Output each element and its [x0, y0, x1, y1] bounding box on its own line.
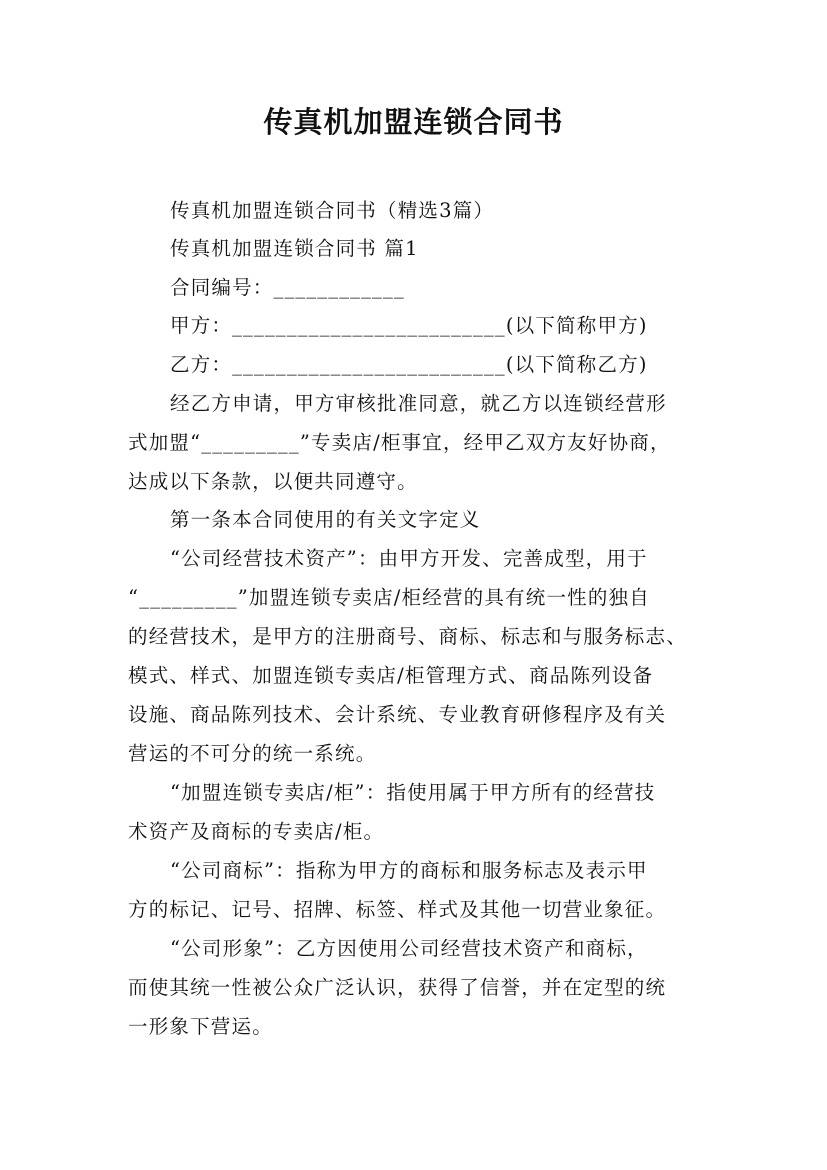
paragraph-line: “_________”加盟连锁专卖店/柜经营的具有统一性的独自 [128, 586, 650, 609]
paragraph-line: “加盟连锁专卖店/柜”：指使用属于甲方所有的经营技 [170, 781, 656, 804]
paragraph-line: 甲方：_________________________(以下简称甲方) [170, 314, 648, 337]
paragraph-line: 第一条本合同使用的有关文字定义 [170, 508, 481, 531]
paragraph-line: 达成以下条款，以便共同遵守。 [128, 470, 418, 493]
paragraph-line: 乙方：_________________________(以下简称乙方) [170, 353, 648, 376]
paragraph-line: 的经营技术，是甲方的注册商号、商标、标志和与服务标志、 [128, 625, 687, 648]
paragraph-line: 设施、商品陈列技术、会计系统、专业教育研修程序及有关 [128, 703, 667, 726]
paragraph-line: “公司商标”：指称为甲方的商标和服务标志及表示甲 [170, 859, 648, 882]
paragraph-line: 传真机加盟连锁合同书 篇1 [170, 237, 419, 260]
paragraph-line: 一形象下营运。 [128, 1015, 273, 1038]
paragraph-line: “公司经营技术资产”：由甲方开发、完善成型，用于 [170, 547, 648, 570]
paragraph-line: 术资产及商标的专卖店/柜。 [128, 820, 385, 843]
paragraph-line: “公司形象”：乙方因使用公司经营技术资产和商标， [170, 937, 648, 960]
document-title: 传真机加盟连锁合同书 [263, 105, 564, 139]
paragraph-line: 营运的不可分的统一系统。 [128, 742, 377, 765]
paragraph-line: 式加盟“_________”专卖店/柜事宜，经甲乙双方友好协商， [128, 431, 671, 454]
paragraph-line: 方的标记、记号、招牌、标签、样式及其他一切营业象征。 [128, 898, 667, 921]
paragraph-line: 经乙方申请，甲方审核批准同意，就乙方以连锁经营形 [170, 392, 667, 415]
paragraph-line: 传真机加盟连锁合同书（精选3篇） [170, 199, 495, 222]
paragraph-line: 而使其统一性被公众广泛认识，获得了信誉，并在定型的统 [128, 976, 667, 999]
paragraph-line: 合同编号：____________ [170, 276, 405, 299]
paragraph-line: 模式、样式、加盟连锁专卖店/柜管理方式、商品陈列设备 [128, 664, 654, 687]
